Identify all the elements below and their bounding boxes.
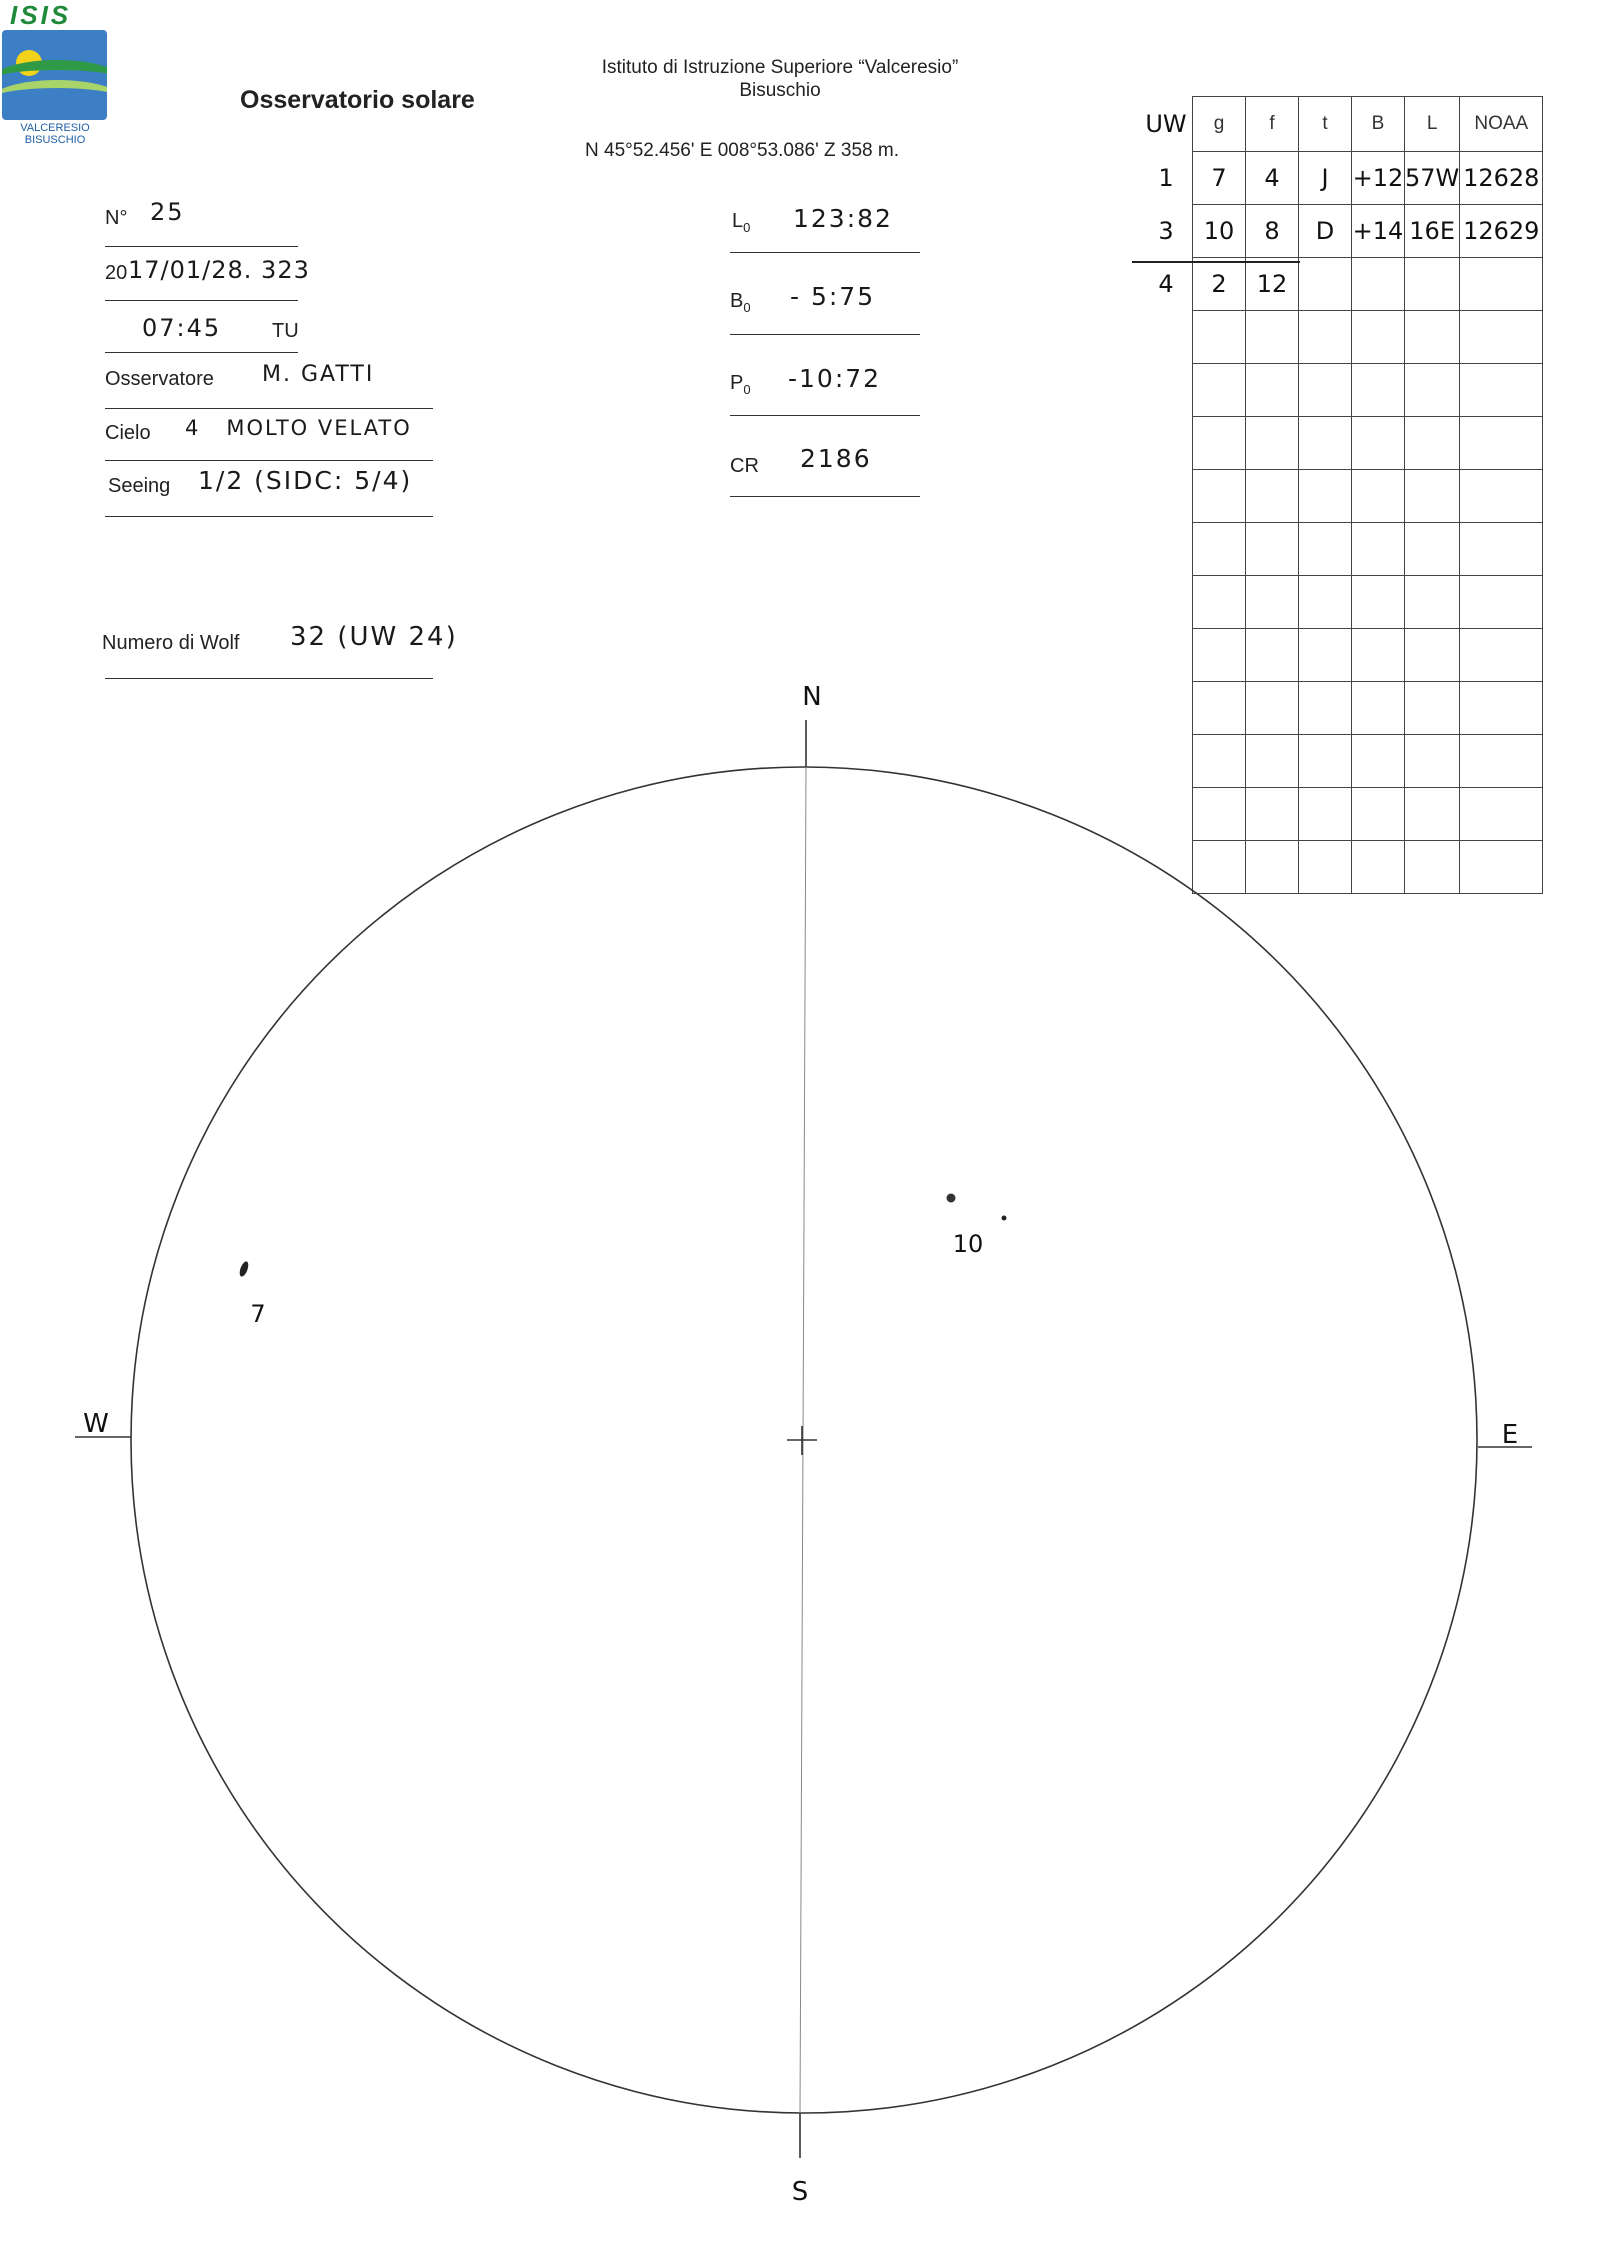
table-cell: 1: [1140, 152, 1193, 205]
seeing-value: 1/2 (SIDC: 5/4): [198, 466, 413, 495]
number-label: N°: [105, 207, 128, 229]
cr-value: 2186: [800, 444, 872, 473]
table-cell: 16E: [1405, 205, 1460, 258]
seeing-label: Seeing: [108, 475, 171, 497]
time-unit: TU: [272, 320, 299, 342]
north-label: N: [802, 682, 822, 712]
table-cell: 4: [1246, 152, 1299, 205]
wolf-number-value: 32 (UW 24): [290, 622, 458, 652]
column-header-l: L: [1405, 97, 1460, 152]
table-cell: 12: [1246, 258, 1299, 311]
table-cell: D: [1299, 205, 1352, 258]
column-header-t: t: [1299, 97, 1352, 152]
column-header-b: B: [1352, 97, 1405, 152]
south-label: S: [791, 2177, 809, 2207]
group-label-10: 10: [952, 1230, 984, 1258]
b0-label: $B_0$: [730, 290, 751, 315]
sunspot-group-7: [238, 1260, 250, 1277]
table-cell: +14: [1352, 205, 1405, 258]
table-cell: 12629: [1460, 205, 1543, 258]
table-cell: 3: [1140, 205, 1193, 258]
column-header-noaa: NOAA: [1460, 97, 1543, 152]
table-cell: J: [1299, 152, 1352, 205]
table-cell: 57W: [1405, 152, 1460, 205]
table-cell: 7: [1193, 152, 1246, 205]
table-cell: 12628: [1460, 152, 1543, 205]
east-label: E: [1501, 1420, 1519, 1450]
cr-label: CR: [730, 455, 759, 477]
column-header-f: f: [1246, 97, 1299, 152]
date-prefix: 20: [105, 262, 128, 284]
table-cell: 8: [1246, 205, 1299, 258]
b0-value: - 5:75: [790, 282, 876, 311]
p0-label: $P_0$: [730, 372, 751, 397]
table-cell: 4: [1140, 258, 1193, 311]
observatory-coordinates: N 45°52.456' E 008°53.086' Z 358 m.: [585, 140, 899, 161]
logo-caption-line1: VALCERESIO: [20, 122, 90, 134]
date-value: 17/01/28. 323: [128, 256, 310, 284]
observer-value: M. GATTI: [262, 362, 375, 387]
number-value: 25: [150, 198, 185, 226]
column-header-g: g: [1193, 97, 1246, 152]
wolf-number-label: Numero di Wolf: [102, 632, 240, 654]
page-title: Osservatorio solare: [240, 86, 475, 114]
p0-value: -10:72: [788, 364, 882, 393]
sunspot-group-10-leader: [947, 1194, 956, 1203]
logo-brand-text: ISIS: [10, 0, 72, 30]
group-label-7: 7: [250, 1300, 266, 1328]
table-cell: +12: [1352, 152, 1405, 205]
time-value: 07:45: [142, 314, 222, 342]
sky-label: Cielo: [105, 422, 151, 444]
institute-town: Bisuschio: [739, 80, 821, 101]
west-label: W: [83, 1409, 109, 1439]
logo-caption-line2: BISUSCHIO: [24, 134, 86, 146]
l0-label: $L_0$: [732, 210, 751, 235]
l0-value: 123:82: [793, 204, 893, 233]
sky-value: 4 MOLTO VELATO: [185, 416, 412, 440]
sunspot-group-10-follower: [1002, 1216, 1007, 1221]
institute-name: Istituto di Istruzione Superiore “Valceresio”: [601, 57, 959, 78]
table-cell: 2: [1193, 258, 1246, 311]
column-header-uw: UW: [1140, 97, 1193, 152]
observer-label: Osservatore: [105, 368, 214, 390]
table-cell: 10: [1193, 205, 1246, 258]
